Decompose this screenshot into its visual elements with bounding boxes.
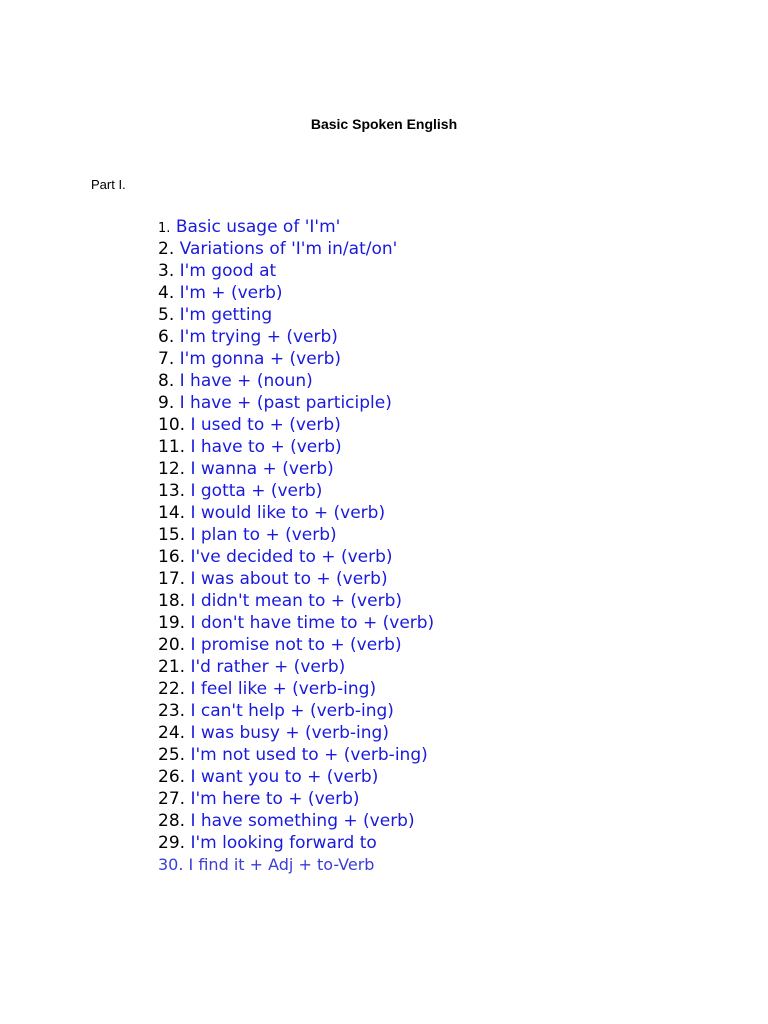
list-item	[158, 524, 434, 546]
item-number: 20.	[158, 635, 186, 655]
item-number: 23.	[158, 701, 186, 721]
item-text: I don't have time to + (verb)	[190, 613, 435, 633]
item-number: 4.	[158, 283, 175, 303]
item-text: I'm looking forward to	[190, 833, 377, 853]
item-text: I promise not to + (verb)	[190, 635, 402, 655]
item-number: 29.	[158, 833, 186, 853]
item-text: I've decided to + (verb)	[190, 547, 393, 567]
item-number: 8.	[158, 371, 175, 391]
item-text: I can't help + (verb-ing)	[190, 701, 394, 721]
list-item	[158, 590, 434, 612]
item-text: I have + (past participle)	[179, 393, 392, 413]
item-text: I have + (noun)	[179, 371, 313, 391]
list-item	[158, 722, 434, 744]
item-text: I didn't mean to + (verb)	[190, 591, 402, 611]
item-text: I want you to + (verb)	[190, 767, 379, 787]
item-text: I wanna + (verb)	[190, 459, 334, 479]
list-item	[158, 568, 434, 590]
list-item	[158, 216, 434, 238]
list-item	[158, 612, 434, 634]
item-number: 9.	[158, 393, 175, 413]
item-text: I'm not used to + (verb-ing)	[190, 745, 428, 765]
item-text: I plan to + (verb)	[190, 525, 337, 545]
list-item	[158, 260, 434, 282]
item-text: I'm good at	[179, 261, 277, 281]
list-item	[158, 502, 434, 524]
list-item	[158, 546, 434, 568]
list-item	[158, 656, 434, 678]
item-number: 18.	[158, 591, 186, 611]
list-item	[158, 370, 434, 392]
item-text: I was busy + (verb-ing)	[190, 723, 389, 743]
list-item	[158, 326, 434, 348]
item-number: 21.	[158, 657, 186, 677]
item-number: 13.	[158, 481, 186, 501]
list-item	[158, 480, 434, 502]
document-title: Basic Spoken English	[310, 116, 458, 132]
item-number: 1.	[158, 221, 171, 236]
item-text: I'd rather + (verb)	[190, 657, 346, 677]
item-number: 30.	[158, 855, 184, 874]
item-number: 17.	[158, 569, 186, 589]
item-text: I used to + (verb)	[190, 415, 341, 435]
list-item	[158, 238, 434, 260]
phrase-list	[158, 216, 434, 876]
item-text: Basic usage of 'I'm'	[175, 217, 341, 237]
item-number: 6.	[158, 327, 175, 347]
item-text: I'm trying + (verb)	[179, 327, 338, 347]
item-number: 7.	[158, 349, 175, 369]
list-item	[158, 436, 434, 458]
item-text: I gotta + (verb)	[190, 481, 323, 501]
item-number: 25.	[158, 745, 186, 765]
list-item	[158, 282, 434, 304]
item-text: Variations of 'I'm in/at/on'	[179, 239, 398, 259]
item-text: I'm gonna + (verb)	[179, 349, 342, 369]
list-item	[158, 744, 434, 766]
item-text: I have something + (verb)	[190, 811, 415, 831]
item-number: 3.	[158, 261, 175, 281]
item-number: 27.	[158, 789, 186, 809]
item-number: 16.	[158, 547, 186, 567]
item-number: 14.	[158, 503, 186, 523]
item-text: I'm here to + (verb)	[190, 789, 360, 809]
list-item	[158, 458, 434, 480]
list-item	[158, 766, 434, 788]
list-item	[158, 304, 434, 326]
item-number: 19.	[158, 613, 186, 633]
item-text: I'm getting	[179, 305, 273, 325]
list-item	[158, 634, 434, 656]
list-item	[158, 788, 434, 810]
list-item	[158, 832, 434, 854]
item-number: 12.	[158, 459, 186, 479]
list-item	[158, 854, 434, 876]
item-text: I find it + Adj + to-Verb	[188, 855, 375, 874]
item-number: 5.	[158, 305, 175, 325]
list-item	[158, 392, 434, 414]
item-text: I have to + (verb)	[190, 437, 342, 457]
item-number: 24.	[158, 723, 186, 743]
item-number: 15.	[158, 525, 186, 545]
part-label: Part I.	[91, 177, 126, 192]
item-number: 26.	[158, 767, 186, 787]
item-text: I feel like + (verb-ing)	[190, 679, 377, 699]
item-number: 10.	[158, 415, 186, 435]
item-text: I would like to + (verb)	[190, 503, 386, 523]
item-text: I'm + (verb)	[179, 283, 283, 303]
list-item	[158, 810, 434, 832]
item-number: 11.	[158, 437, 186, 457]
item-number: 22.	[158, 679, 186, 699]
item-text: I was about to + (verb)	[190, 569, 388, 589]
list-item	[158, 678, 434, 700]
list-item	[158, 414, 434, 436]
list-item	[158, 700, 434, 722]
item-number: 28.	[158, 811, 186, 831]
item-number: 2.	[158, 239, 175, 259]
list-item	[158, 348, 434, 370]
